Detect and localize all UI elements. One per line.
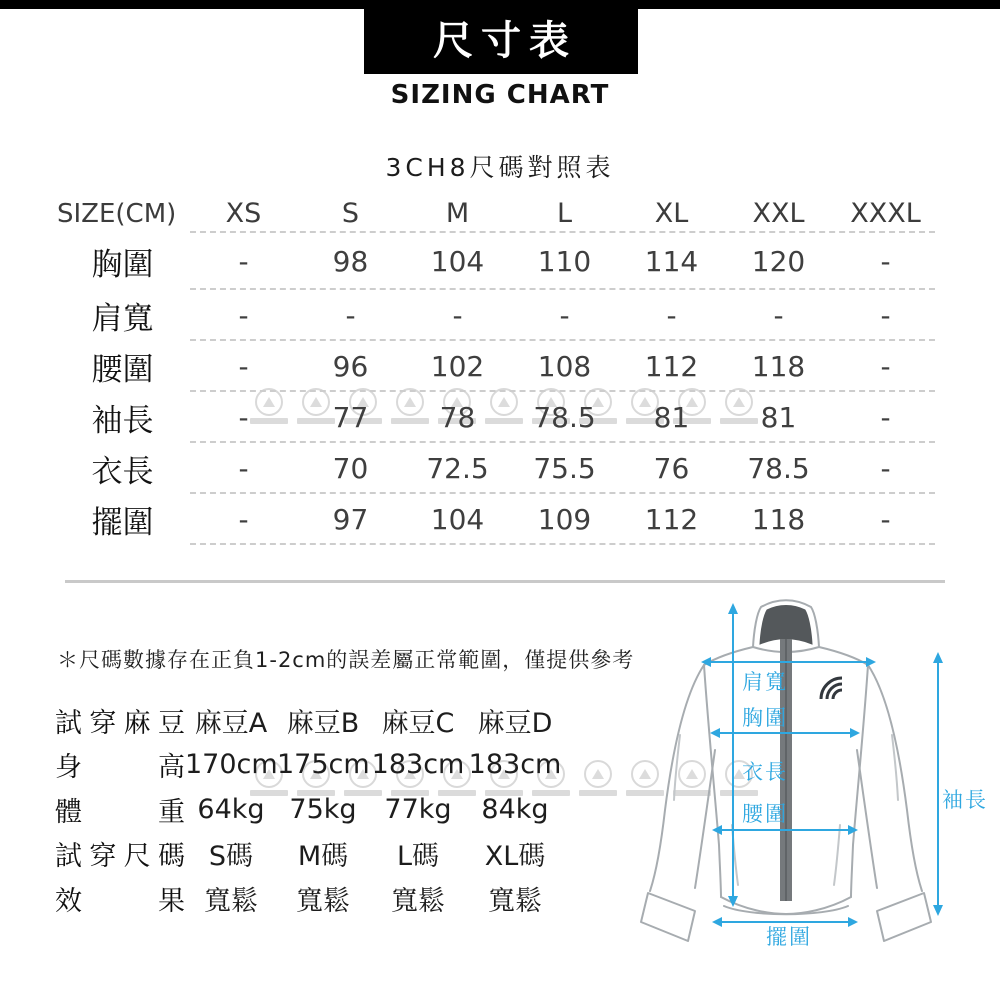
size-column-header: XXL — [752, 198, 805, 229]
size-value: 81 — [653, 401, 690, 434]
size-value: - — [880, 245, 891, 278]
size-table-header-row — [55, 194, 939, 233]
size-row-label: 腰圍 — [91, 352, 154, 388]
diagram-label-length: 衣長 — [742, 760, 788, 784]
size-value: 110 — [537, 245, 592, 278]
size-value: 112 — [644, 350, 699, 383]
size-row-label: 袖長 — [91, 403, 154, 439]
size-table-row — [55, 494, 939, 545]
size-table-title: 3CH8尺碼對照表 — [385, 153, 615, 182]
size-row-label: 肩寬 — [91, 301, 154, 337]
size-column-header: S — [341, 198, 360, 229]
fit-value: 75kg — [289, 793, 357, 825]
size-column-header: L — [556, 198, 573, 229]
size-column-header: XXXL — [850, 198, 921, 229]
size-value: - — [238, 452, 249, 485]
size-value: - — [880, 401, 891, 434]
size-value: 75.5 — [533, 452, 596, 485]
fit-value: S碼 — [208, 841, 254, 873]
size-value: 78 — [439, 401, 476, 434]
size-value: 114 — [644, 245, 699, 278]
diagram-label-hem: 擺圍 — [766, 925, 812, 949]
size-value: - — [238, 401, 249, 434]
size-value: - — [880, 503, 891, 536]
size-value: 81 — [760, 401, 797, 434]
fit-table-row — [55, 743, 563, 788]
size-column-header: XL — [654, 198, 689, 229]
fit-value: 170cm — [185, 749, 278, 781]
size-value: - — [773, 299, 784, 332]
fit-value: L碼 — [396, 841, 440, 873]
fit-value: 64kg — [197, 793, 265, 825]
size-table-corner-label: SIZE(CM) — [57, 198, 177, 229]
size-value: - — [238, 299, 249, 332]
size-value: - — [238, 503, 249, 536]
size-table-row — [55, 233, 939, 290]
size-value: - — [559, 299, 570, 332]
fit-table-row — [55, 787, 563, 832]
fit-value: 183cm — [468, 749, 562, 781]
fit-table-row — [55, 876, 563, 921]
fit-model-table — [55, 698, 563, 921]
size-value: 96 — [332, 350, 369, 383]
size-value: 108 — [537, 350, 592, 383]
title-banner — [364, 0, 638, 74]
size-value: 112 — [644, 503, 699, 536]
size-value: 109 — [537, 503, 592, 536]
size-value: 104 — [430, 245, 485, 278]
jacket-measurement-diagram — [620, 595, 1000, 995]
size-row-label: 衣長 — [91, 454, 154, 490]
fit-value: 寬鬆 — [488, 885, 542, 917]
size-value: 72.5 — [426, 452, 489, 485]
page-subtitle: SIZING CHART — [390, 80, 610, 110]
tolerance-note: ＊尺碼數據存在正負1-2cm的誤差屬正常範圍，僅提供參考 — [57, 648, 635, 672]
size-value: 118 — [751, 350, 806, 383]
size-value: 118 — [751, 503, 806, 536]
fit-value: XL碼 — [484, 841, 546, 873]
fit-row-label: 身高 — [55, 752, 185, 784]
size-table-row — [55, 341, 939, 392]
fit-value: 寬鬆 — [391, 885, 445, 917]
size-table-row — [55, 290, 939, 341]
size-value: 78.5 — [747, 452, 810, 485]
fit-row-label: 試穿麻豆 — [55, 707, 185, 739]
diagram-label-shoulder: 肩寬 — [742, 670, 788, 694]
size-row-label: 胸圍 — [91, 247, 154, 283]
fit-column-header: 麻豆C — [381, 707, 455, 739]
size-value: 76 — [653, 452, 690, 485]
fit-row-label: 體重 — [55, 796, 185, 828]
size-value: - — [452, 299, 463, 332]
fit-value: M碼 — [297, 841, 349, 873]
fit-value: 175cm — [277, 749, 370, 781]
diagram-label-waist: 腰圍 — [742, 802, 788, 826]
size-value: - — [880, 350, 891, 383]
size-value: - — [880, 299, 891, 332]
size-value: - — [666, 299, 677, 332]
fit-value: 寬鬆 — [296, 885, 350, 917]
collar-inner — [760, 606, 812, 645]
size-column-header: XS — [225, 198, 262, 229]
size-value: 78.5 — [533, 401, 596, 434]
size-value: - — [238, 245, 249, 278]
fit-value: 77kg — [384, 793, 452, 825]
fit-column-header: 麻豆B — [286, 707, 360, 739]
size-value: 77 — [332, 401, 369, 434]
size-value: - — [238, 350, 249, 383]
size-column-header: M — [445, 198, 470, 229]
size-value: 97 — [332, 503, 369, 536]
section-divider — [65, 580, 945, 583]
brand-watermark-icon — [574, 760, 621, 796]
fit-value: 183cm — [371, 749, 465, 781]
size-value: - — [345, 299, 356, 332]
fit-table-row — [55, 832, 563, 877]
diagram-label-sleeve: 袖長 — [942, 788, 988, 812]
size-value: 104 — [430, 503, 485, 536]
north-face-logo-icon — [821, 678, 842, 699]
size-value: 98 — [332, 245, 369, 278]
size-value: 120 — [751, 245, 806, 278]
size-table — [55, 194, 939, 545]
fit-table-row — [55, 698, 563, 743]
size-value: - — [880, 452, 891, 485]
fit-column-header: 麻豆A — [194, 707, 268, 739]
diagram-label-chest: 胸圍 — [742, 706, 788, 730]
fit-column-header: 麻豆D — [477, 707, 553, 739]
size-table-row — [55, 443, 939, 494]
page-title: 尺寸表 — [433, 17, 577, 64]
fit-value: 84kg — [481, 793, 549, 825]
fit-value: 寬鬆 — [204, 885, 258, 917]
size-value: 70 — [332, 452, 369, 485]
size-row-label: 擺圍 — [91, 505, 154, 541]
fit-row-label: 試穿尺碼 — [55, 841, 185, 873]
size-table-row — [55, 392, 939, 443]
size-value: 102 — [430, 350, 485, 383]
fit-row-label: 效果 — [55, 885, 185, 917]
